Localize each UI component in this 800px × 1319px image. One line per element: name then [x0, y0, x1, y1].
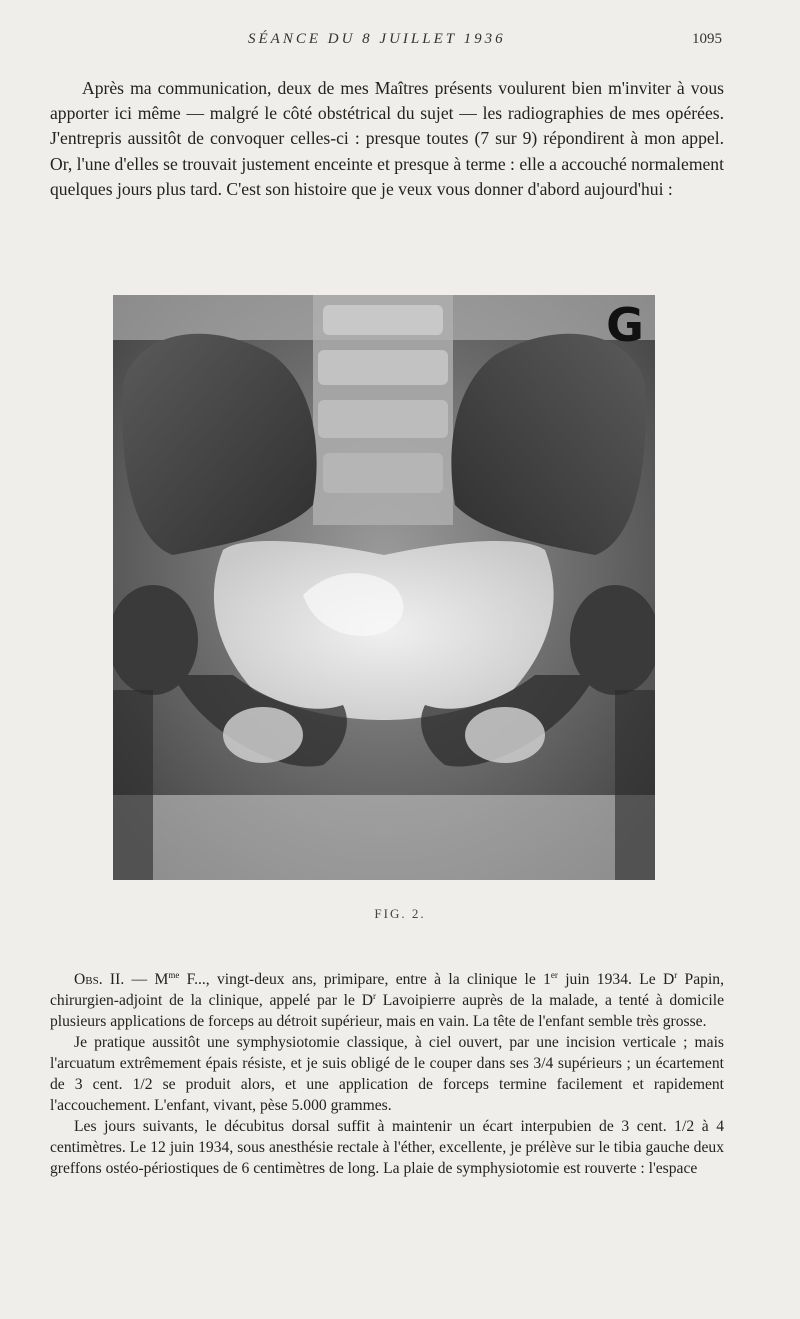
- intro-paragraph-block: [50, 76, 724, 202]
- obs-sup: er: [550, 969, 558, 980]
- running-head: SÉANCE DU 8 JUILLET 1936: [248, 31, 506, 47]
- observation-block: [50, 969, 724, 1179]
- page-header: [0, 31, 800, 53]
- obs-text: — M: [124, 971, 169, 988]
- intro-paragraph: Après ma communication, deux de mes Maîtres présents voulurent bien m'inviter à vous apporter ici même — malgré le côté obstétrical du sujet — les radiographies de mes opérées. J'entrepris aussitôt de convoquer celles-ci : presque toutes (7 sur 9) répondirent à mon appel. Or, l'une d'elles se trouvait justement enceinte et presque à terme : elle a accouché normalement quelques jours plus tard. C'est son histoire que je veux vous donner d'abord aujourd'hui :: [50, 78, 724, 199]
- pelvis-radiograph: [113, 295, 655, 880]
- radiograph-side-marker: G: [606, 298, 644, 352]
- radiograph-image: [113, 295, 655, 880]
- obs-text: Lavoipierre auprès de la malade, a tenté à domicile plusieurs applications de forceps au détroit supérieur, mais en vain. La tête de l'enfant semble très grosse.: [50, 992, 724, 1030]
- obs-sup: r: [674, 969, 678, 980]
- obs-sup: me: [168, 969, 180, 980]
- page-number: 1095: [692, 31, 722, 47]
- figure-caption: FIG. 2.: [374, 906, 426, 921]
- obs-sup: r: [372, 990, 376, 1001]
- observation-label: Obs. II.: [74, 971, 125, 988]
- obs-text: Papin, chirurgien-adjoint de la clinique, appelé par le D: [50, 971, 724, 1009]
- observation-paragraph-2: Je pratique aussitôt une symphysiotomie classique, à ciel ouvert, par une incision verticale ; mais l'arcuatum extrêmement épais résiste, et je suis obligé de le couper dans ses 3/4 supérieurs ; un écartement de 3 cent. 1/2 se produit alors, et une application de forceps termine facilement et rapidement l'accouchement. L'enfant, vivant, pèse 5.000 grammes.: [50, 1034, 724, 1114]
- observation-paragraph-3: Les jours suivants, le décubitus dorsal suffit à maintenir un écart interpubien de 3 cent. 1/2 à 4 centimètres. Le 12 juin 1934, sous anesthésie rectale à l'éther, excellente, je prélève sur le tibia gauche deux greffons ostéo-périostiques de 6 centimètres de long. La plaie de symphysiotomie est rouverte : l'espace: [50, 1118, 724, 1177]
- obs-text: F..., vingt-deux ans, primipare, entre à la clinique le 1: [179, 971, 551, 988]
- obs-text: juin 1934. Le D: [557, 971, 675, 988]
- observation-paragraph-1: [50, 969, 724, 1032]
